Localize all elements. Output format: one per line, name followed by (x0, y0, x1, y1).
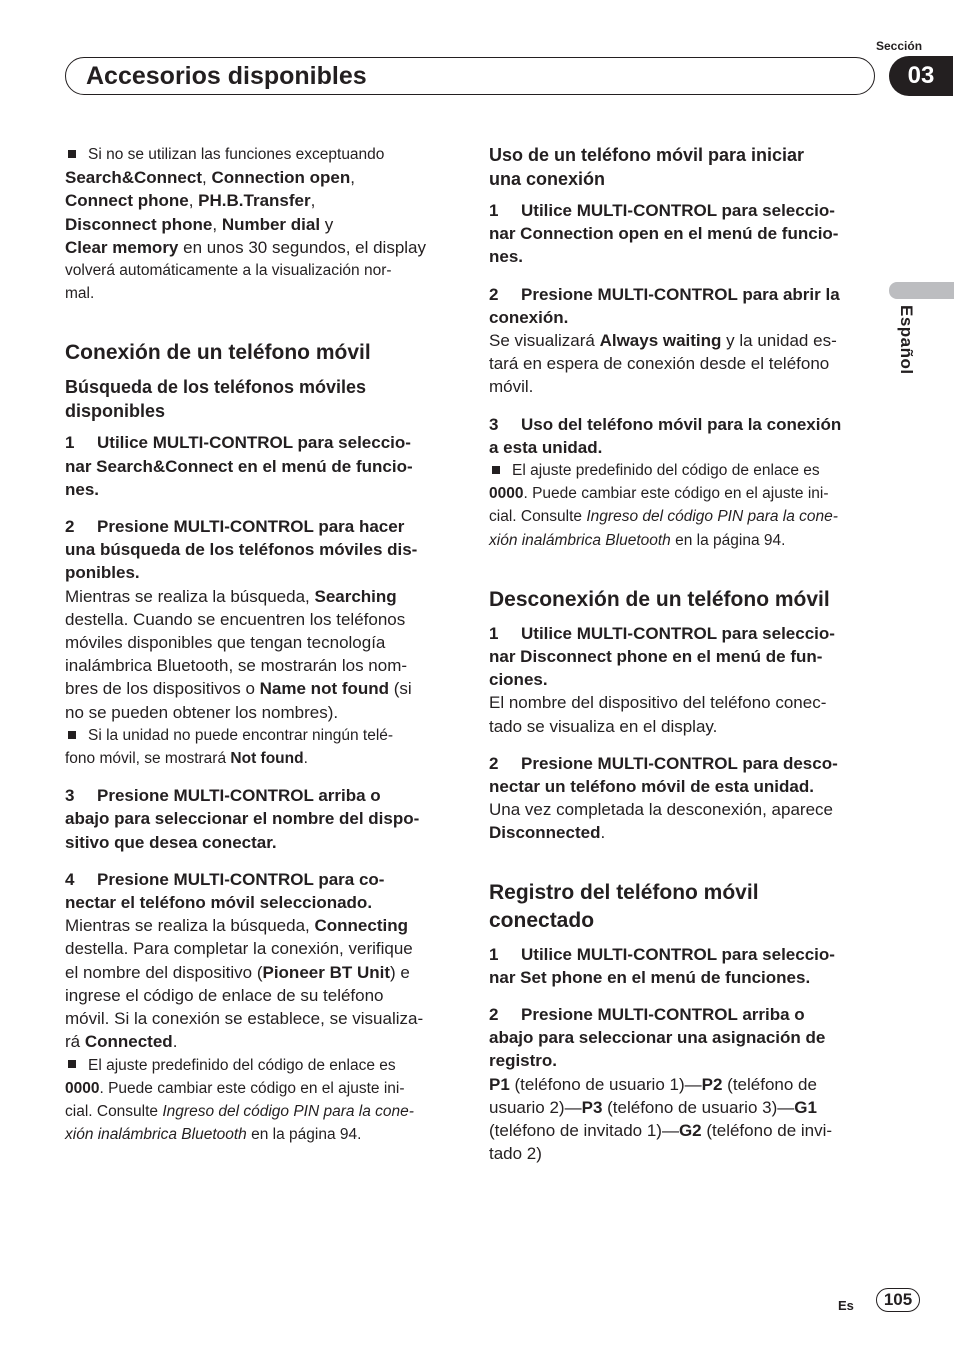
bullet-icon (68, 731, 76, 739)
language-tab-marker (889, 282, 954, 299)
step-1-register: 1 Utilice MULTI-CONTROL para seleccio- nar Set phone en el menú de funciones. (489, 944, 835, 987)
step-3-use-phone: 3 Uso del teléfono móvil para la conexión a esta unidad. (489, 414, 842, 457)
step-1-open: 1 Utilice MULTI-CONTROL para seleccio- nar Connection open en el menú de funcio- nes. (489, 201, 839, 267)
step-2-open-body: Se visualizará Always waiting y la unidad es- tará en espera de conexión desde el teléfono móvil. (489, 331, 837, 397)
bullet-icon (68, 1060, 76, 1068)
section-title-disconnect: Desconexión de un teléfono móvil (489, 587, 830, 611)
page-title: Accesorios disponibles (86, 62, 367, 90)
step-2-note: Si la unidad no puede encontrar ningún telé- fono móvil, se mostrará Not found. (65, 726, 394, 768)
section-number-badge: 03 (889, 56, 953, 96)
intro-note: Si no se utilizan las funciones exceptuando (65, 143, 455, 166)
page-number: 105 (876, 1288, 920, 1312)
footer-language: Es (838, 1298, 854, 1313)
right-column (489, 143, 879, 1166)
step-4-body: Mientras se realiza la búsqueda, Connecting destella. Para completar la conexión, verifique el nombre del dispositivo (Pioneer BT Unit) e ingrese el código de enlace de su teléfono móvil. Si la conexión se establece, se visualiza- rá Connected. (65, 916, 424, 1052)
step-2-disconnect: 2 Presione MULTI-CONTROL para desco- nectar un teléfono móvil de esta unidad. (489, 753, 838, 797)
step-2-search: 2 Presione MULTI-CONTROL para hacer una búsqueda de los teléfonos móviles dis- ponibles. (65, 517, 418, 583)
step-2-register-body: P1 (teléfono de usuario 1)—P2 (teléfono de usuario 2)—P3 (teléfono de usuario 3)—G1 (teléfono de invitado 1)—G2 (teléfono de invi- tado 2) (489, 1074, 833, 1164)
step-4-connect: 4 Presione MULTI-CONTROL para co- nectar el teléfono móvil seleccionado. (65, 869, 385, 913)
step-1-disconnect: 1 Utilice MULTI-CONTROL para seleccio- nar Disconnect phone en el menú de fun- ciones. (489, 623, 835, 690)
step-2-open: 2 Presione MULTI-CONTROL para abrir la conexión. (489, 284, 840, 327)
left-column (65, 143, 455, 1146)
section-label: Sección (876, 39, 923, 53)
intro-functions: Search&Connect, Connection open, Connect phone, PH.B.Transfer, Disconnect phone, Number dial y Clear memory en unos 30 segundos, el display (65, 168, 427, 257)
step-4-note: El ajuste predefinido del código de enlace es 0000. Puede cambiar este código en el ajuste ini- cial. Consulte Ingreso del código PIN para la cone- xión inalámbrica Bluetooth en la página 94. (65, 1056, 414, 1144)
section-title-connection: Conexión de un teléfono móvil (65, 341, 371, 365)
language-side-label: Español (897, 305, 916, 375)
step-2-disconnect-body: Una vez completada la desconexión, aparece Disconnected. (489, 800, 833, 843)
step-2-body: Mientras se realiza la búsqueda, Searching destella. Cuando se encuentren los teléfonos móviles disponibles que tengan tecnología inalámbrica Bluetooth, se mostrarán los nom- bres de los dispositivos o Name not found (si no se pueden obtener los nombres). (65, 586, 412, 722)
subsection-title-search: Búsqueda de los teléfonos móviles disponibles (65, 377, 367, 422)
intro-tail: volverá automáticamente a la visualización nor- mal. (65, 262, 392, 303)
bullet-icon (492, 466, 500, 474)
step-3-select: 3 Presione MULTI-CONTROL arriba o abajo para seleccionar el nombre del dispo- sitivo que desea conectar. (65, 786, 420, 852)
step-3-note: El ajuste predefinido del código de enlace es 0000. Puede cambiar este código en el ajuste ini- cial. Consulte Ingreso del código PIN para la cone- xión inalámbrica Bluetooth en la página 94. (489, 462, 838, 549)
step-1-disconnect-body: El nombre del dispositivo del teléfono conec- tado se visualiza en el display. (489, 693, 827, 736)
subsection-title-initiate: Uso de un teléfono móvil para iniciar una conexión (489, 145, 805, 189)
section-title-register: Registro del teléfono móvil conectado (489, 880, 759, 932)
step-2-register: 2 Presione MULTI-CONTROL arriba o abajo para seleccionar una asignación de registro. (489, 1005, 826, 1071)
step-1-search: 1 Utilice MULTI-CONTROL para seleccio- nar Search&Connect en el menú de funcio- nes. (65, 433, 413, 499)
bullet-icon (68, 150, 76, 158)
